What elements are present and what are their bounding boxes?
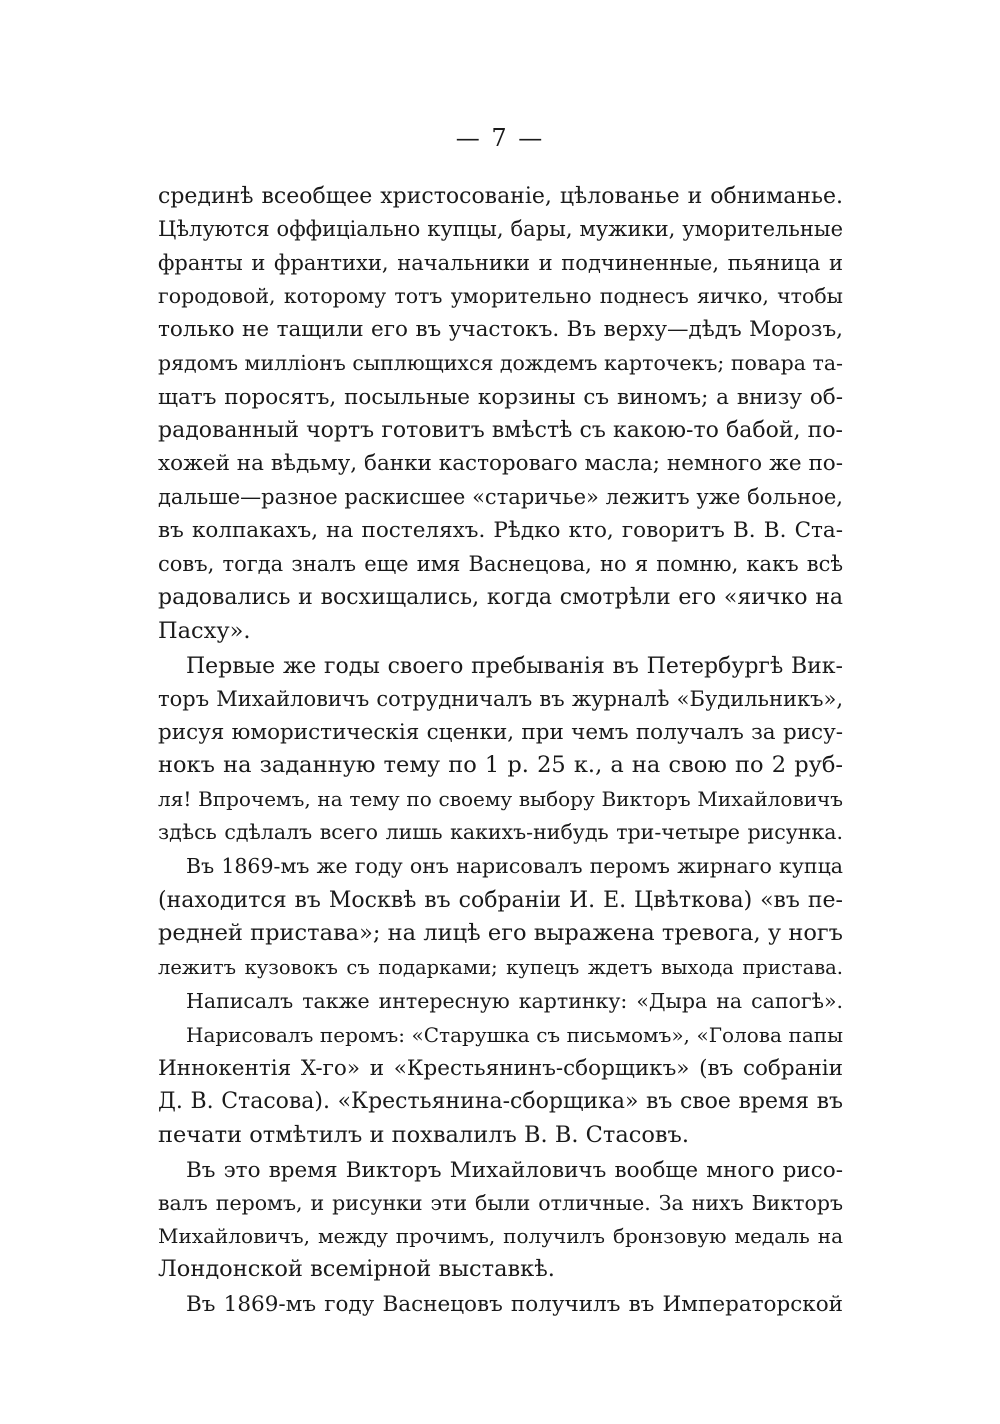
text-line: здѣсь сдѣлалъ всего лишь какихъ-нибудь три-четыре рисунка. [158, 820, 843, 844]
text-line: Въ 1869-мъ же году онъ нарисовалъ перомъ жирнаго купца [186, 854, 843, 878]
text-line: радовались и восхищались, когда смотрѣли его «яичко на [158, 585, 843, 610]
text-line: Въ это время Викторъ Михайловичъ вообще много рисо- [186, 1158, 843, 1183]
text-line: Нарисовалъ перомъ: «Старушка съ письмомъ», «Голова папы [186, 1023, 843, 1047]
text-line: Иннокентія X-го» и «Крестьянинъ-сборщикъ» (въ собраніи [158, 1056, 843, 1081]
text-line: только не тащили его въ участокъ. Въ верху—дѣдъ Морозъ, [158, 317, 843, 342]
text-line: радованный чортъ готовитъ вмѣстѣ съ какою-то бабой, по- [158, 418, 843, 443]
text-line: срединѣ всеобщее христосованіе, цѣлованье и обниманье. [158, 184, 843, 209]
text-line: Лондонской всемірной выставкѣ. [158, 1256, 555, 1282]
text-line: хожей на вѣдьму, банки касторовагo масла; немного же по- [158, 451, 843, 476]
text-line: Въ 1869-мъ году Васнецовъ получилъ въ Императорской [186, 1292, 843, 1317]
text-line: валъ перомъ, и рисунки эти были отличные. За нихъ Викторъ [158, 1191, 843, 1215]
text-line: въ колпакахъ, на постеляхъ. Рѣдко кто, говоритъ В. В. Ста- [158, 518, 843, 543]
text-line: Первые же годы своего пребыванія въ Петербургѣ Вик- [186, 654, 843, 679]
text-line: печати отмѣтилъ и похвалилъ В. В. Стасовъ. [158, 1122, 690, 1148]
text-line: лежитъ кузовокъ съ подарками; купецъ ждетъ выхода пристава. [158, 956, 843, 979]
text-line: нокъ на заданную тему по 1 р. 25 к., а на свою по 2 руб- [158, 752, 843, 778]
text-line: рядомъ милліонъ сыплющихся дождемъ карточекъ; повара та- [158, 351, 843, 375]
text-line: Цѣлуются оффиціально купцы, бары, мужики, уморительные [158, 217, 843, 241]
page-number: — 7 — [455, 124, 545, 152]
text-line: редней пристава»; на лицѣ его выражена тревога, у ногъ [158, 920, 843, 946]
text-line: Д. В. Стасова). «Крестьянина-сборщика» въ свое время въ [158, 1089, 843, 1114]
text-line: Пасху». [158, 618, 251, 644]
text-line: городовой, которому тотъ уморительно поднесъ яичко, чтобы [158, 284, 843, 308]
text-line: франты и франтихи, начальники и подчиненные, пьяница и [158, 251, 843, 275]
text-line: совъ, тогда зналъ еще имя Васнецова, но я помню, какъ всѣ [158, 552, 843, 576]
text-line: (находится въ Москвѣ въ собраніи И. Е. Цвѣткова) «въ пе- [158, 888, 843, 913]
text-line: щатъ поросятъ, посыльные корзины съ виномъ; а внизу об- [158, 385, 843, 410]
text-line: Михайловичъ, между прочимъ, получилъ бронзовую медаль на [158, 1224, 843, 1248]
text-line: дальше—разное раскисшее «старичье» лежитъ уже больное, [158, 485, 843, 509]
text-line: ля! Впрочемъ, на тему по своему выбору Викторъ Михайловичъ [158, 787, 843, 811]
text-line: торъ Михайловичъ сотрудничалъ въ журналѣ «Будильникъ», [158, 687, 843, 711]
text-line: рисуя юмористическія сценки, при чемъ получалъ за рису- [158, 720, 843, 745]
text-line: Написалъ также интересную картинку: «Дыра на сапогѣ». [186, 989, 843, 1013]
